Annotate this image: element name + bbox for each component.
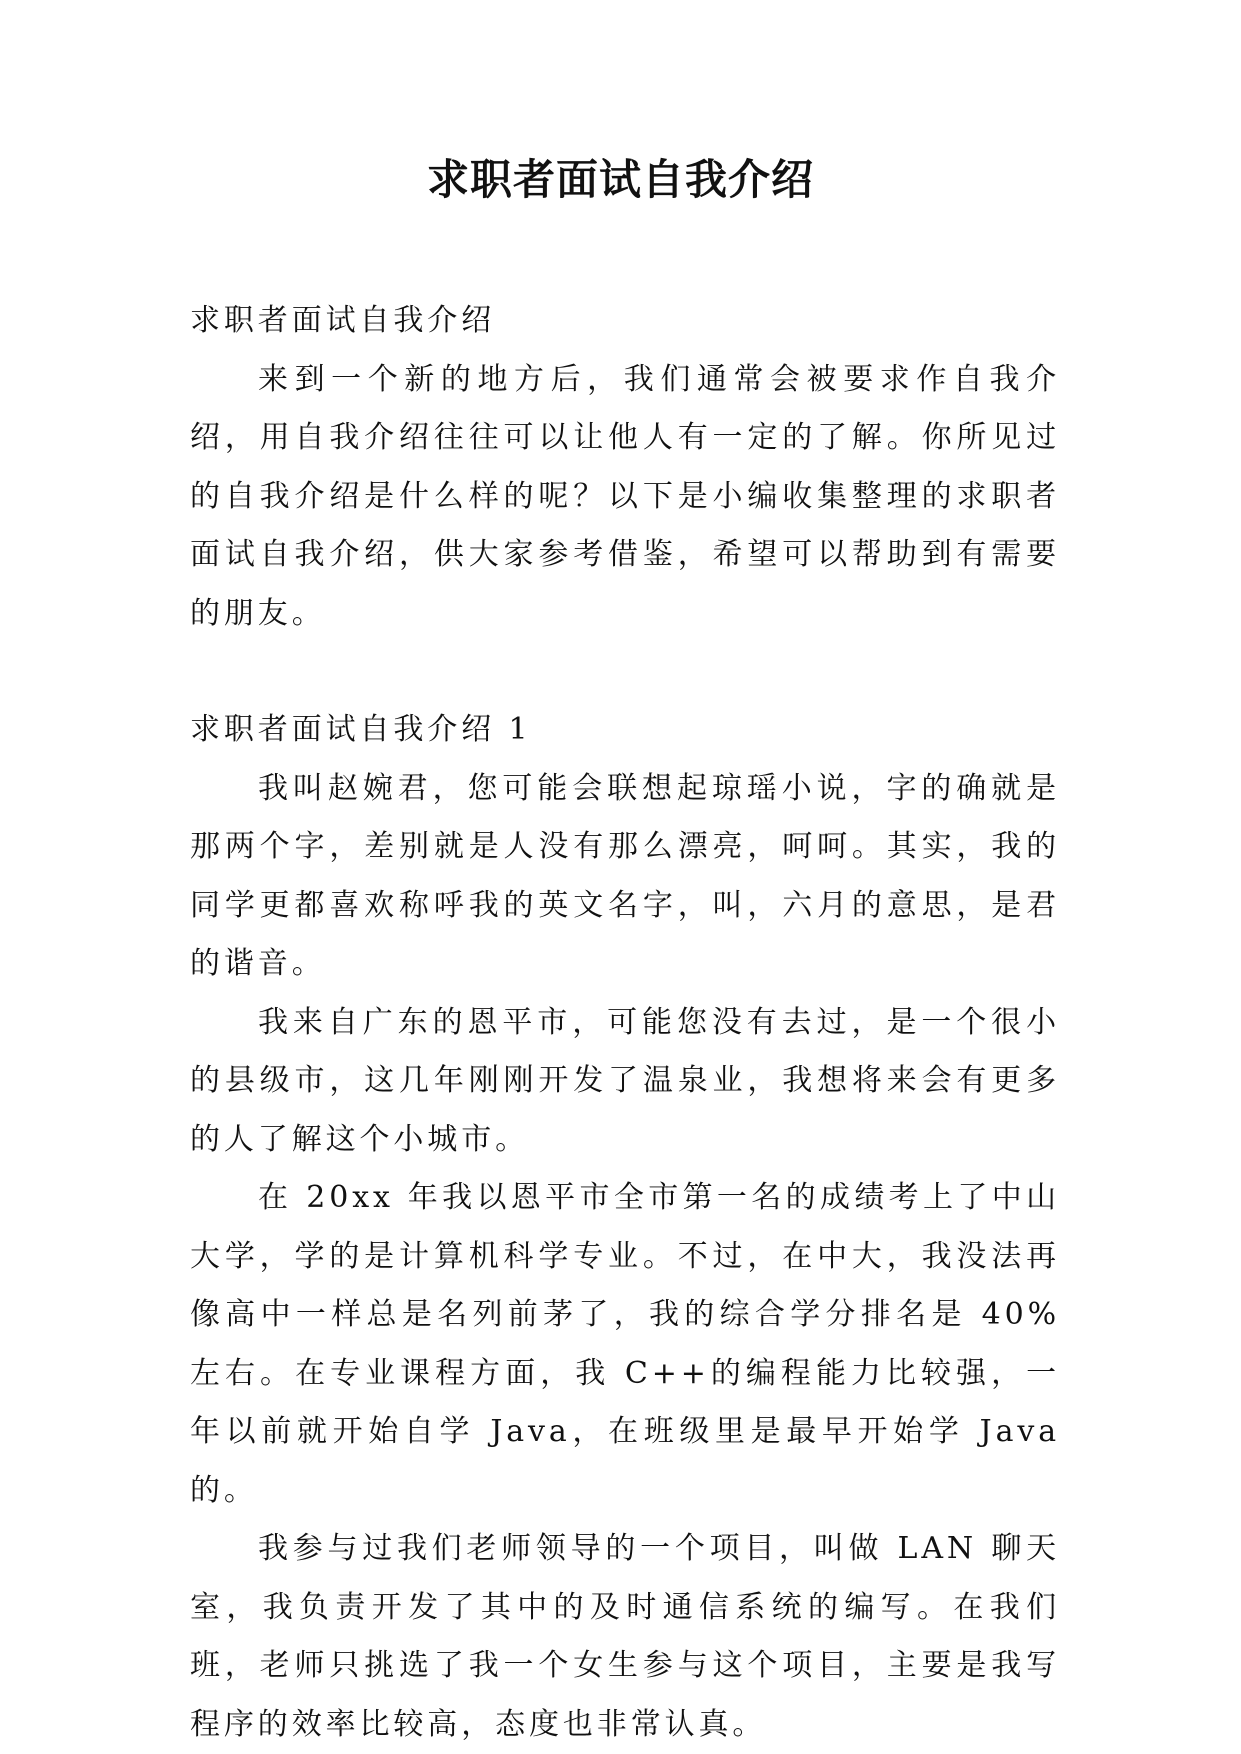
intro-paragraph: 来到一个新的地方后，我们通常会被要求作自我介绍，用自我介绍往往可以让他人有一定的了解。你所见过的自我介绍是什么样的呢？以下是小编收集整理的求职者面试自我介绍，供大家参考借鉴，希望可以帮助到有需要的朋友。 <box>190 361 1060 631</box>
section1-heading: 求职者面试自我介绍 1 <box>190 712 532 747</box>
section1-paragraph-2: 我来自广东的恩平市，可能您没有去过，是一个很小的县级市，这几年刚刚开发了温泉业，我想将来会有更多的人了解这个小城市。 <box>190 1004 1060 1157</box>
document-body <box>190 292 1060 1754</box>
section1-paragraph-3: 在 20xx 年我以恩平市全市第一名的成绩考上了中山大学，学的是计算机科学专业。不过，在中大，我没法再像高中一样总是名列前茅了，我的综合学分排名是 40%左右。在专业课程方面，我 C++的编程能力比较强，一年以前就开始自学 Java，在班级里是最早开始学 Java 的。 <box>190 1180 1060 1508</box>
section-spacer <box>190 643 1060 701</box>
section1-paragraph-1: 我叫赵婉君，您可能会联想起琼瑶小说，字的确就是那两个字，差别就是人没有那么漂亮，呵呵。其实，我的同学更都喜欢称呼我的英文名字，叫，六月的意思，是君的谐音。 <box>190 770 1060 981</box>
section1-paragraph-4: 我参与过我们老师领导的一个项目，叫做 LAN 聊天室，我负责开发了其中的及时通信系统的编写。在我们班，老师只挑选了我一个女生参与这个项目，主要是我写程序的效率比较高，态度也非常认真。 <box>190 1531 1060 1742</box>
intro-heading: 求职者面试自我介绍 <box>190 303 496 338</box>
document-title: 求职者面试自我介绍 <box>426 155 814 204</box>
